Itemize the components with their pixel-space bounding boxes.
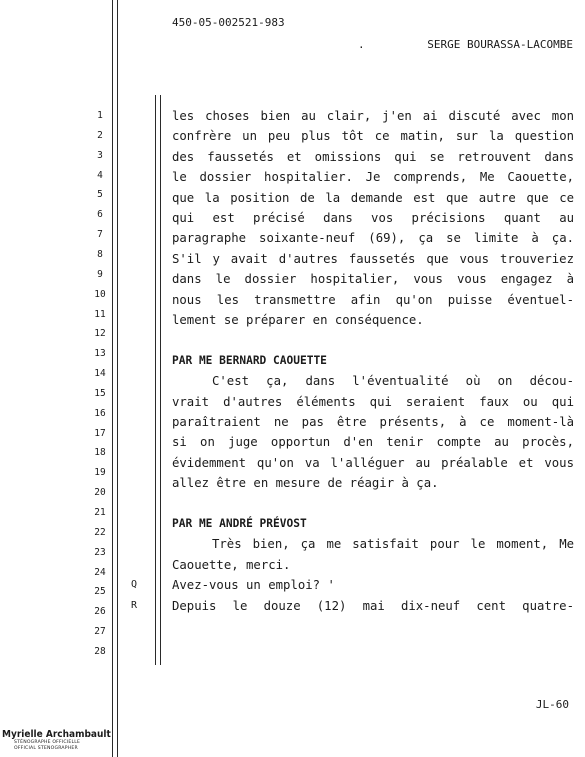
line-number: 16	[94, 407, 106, 419]
margin-rule-text	[160, 95, 161, 665]
transcript-line: Très bien, ça me satisfait pour le moment, Me	[212, 537, 574, 552]
line-number: 15	[94, 387, 106, 399]
line-number: 18	[94, 447, 106, 459]
line-number: 6	[97, 209, 103, 221]
line-number: 24	[94, 566, 106, 578]
line-number: 20	[94, 487, 106, 499]
line-number: 26	[94, 606, 106, 618]
line-number: 13	[94, 348, 106, 360]
line-number: 7	[97, 229, 103, 241]
line-number: 9	[97, 268, 103, 280]
transcript-line: que la position de la demande est que autre que ce	[172, 190, 574, 205]
transcript-line: dans le dossier hospitalier, vous vous engagez à	[172, 272, 574, 287]
line-number: 21	[94, 507, 106, 518]
transcript-line: lement se préparer en conséquence.	[172, 313, 424, 327]
speaker-heading: PAR ME BERNARD CAOUETTE	[172, 353, 327, 367]
line-number: 8	[97, 248, 103, 260]
transcript-line: paraîtraient ne pas être présents, à ce moment-là	[172, 415, 574, 429]
question-marker: Q	[130, 579, 138, 591]
answer-marker: R	[130, 599, 138, 611]
document-number: 450-05-002521-983	[172, 16, 285, 29]
line-number: 2	[97, 129, 103, 141]
line-number: 23	[94, 546, 106, 558]
line-number: 10	[94, 288, 106, 300]
header-dot: .	[358, 38, 365, 51]
transcript-line: nous les transmettre afin qu'on puisse éventuel-	[172, 292, 574, 307]
transcript-line: paragraphe soixante-neuf (69), ça se limite à ça.	[172, 231, 574, 246]
transcript-line: Avez-vous un emploi? '	[172, 578, 335, 593]
transcript-line: C'est ça, dans l'éventualité où on décou-	[212, 374, 574, 389]
line-number: 1	[97, 110, 103, 121]
line-number: 5	[97, 189, 103, 201]
page-id: JL-60	[535, 698, 569, 711]
speaker-heading: PAR ME ANDRÉ PRÉVOST	[172, 517, 307, 530]
transcript-line: Depuis le douze (12) mai dix-neuf cent quatre-	[172, 598, 574, 613]
line-number: 25	[94, 586, 106, 598]
transcript-line: évidemment qu'on va l'alléguer au préalable et vous	[172, 455, 574, 470]
line-number: 22	[94, 526, 106, 538]
transcript-line: vrait d'autres éléments qui seraient faux ou qui	[172, 394, 574, 409]
transcript-line: des faussetés et omissions qui se retrouvent dans	[172, 149, 574, 164]
transcript-line: qui est précisé dans vos précisions quant au	[172, 211, 574, 225]
transcript-line: les choses bien au clair, j'en ai discuté avec mon	[172, 109, 574, 123]
transcript-line: S'il y avait d'autres faussetés que vous trouveriez	[172, 251, 574, 266]
line-number: 11	[94, 308, 106, 320]
line-number: 27	[94, 626, 106, 638]
transcript-line: Caouette, merci.	[172, 557, 291, 572]
margin-rule-left-outer	[112, 0, 113, 757]
stenographer-stamp	[2, 729, 111, 752]
line-number: 14	[94, 368, 106, 380]
line-number: 19	[94, 467, 106, 479]
line-number: 17	[94, 427, 106, 439]
line-number: 28	[94, 645, 106, 657]
margin-rule-left-inner	[117, 0, 118, 757]
line-number: 4	[97, 169, 103, 181]
line-number: 12	[94, 328, 106, 340]
transcript-line: confrère un peu plus tôt ce matin, sur la question	[172, 129, 574, 144]
transcript-line: le dossier hospitalier. Je comprends, Me Caouette,	[172, 170, 574, 185]
transcript-line: allez être en mesure de réagir à ça.	[172, 476, 439, 491]
line-number: 3	[97, 149, 103, 161]
stenographer-name: Myrielle Archambault	[2, 729, 111, 740]
stenographer-title-fr: STÉNOGRAPHE OFFICIELLE	[14, 740, 81, 745]
witness-name: SERGE BOURASSA-LACOMBE	[427, 38, 573, 51]
transcript-line: si on juge opportun d'en tenir compte au procès,	[172, 435, 574, 450]
stenographer-title-en: OFFICIAL STENOGRAPHER	[14, 746, 78, 751]
margin-rule-qr	[155, 95, 156, 665]
